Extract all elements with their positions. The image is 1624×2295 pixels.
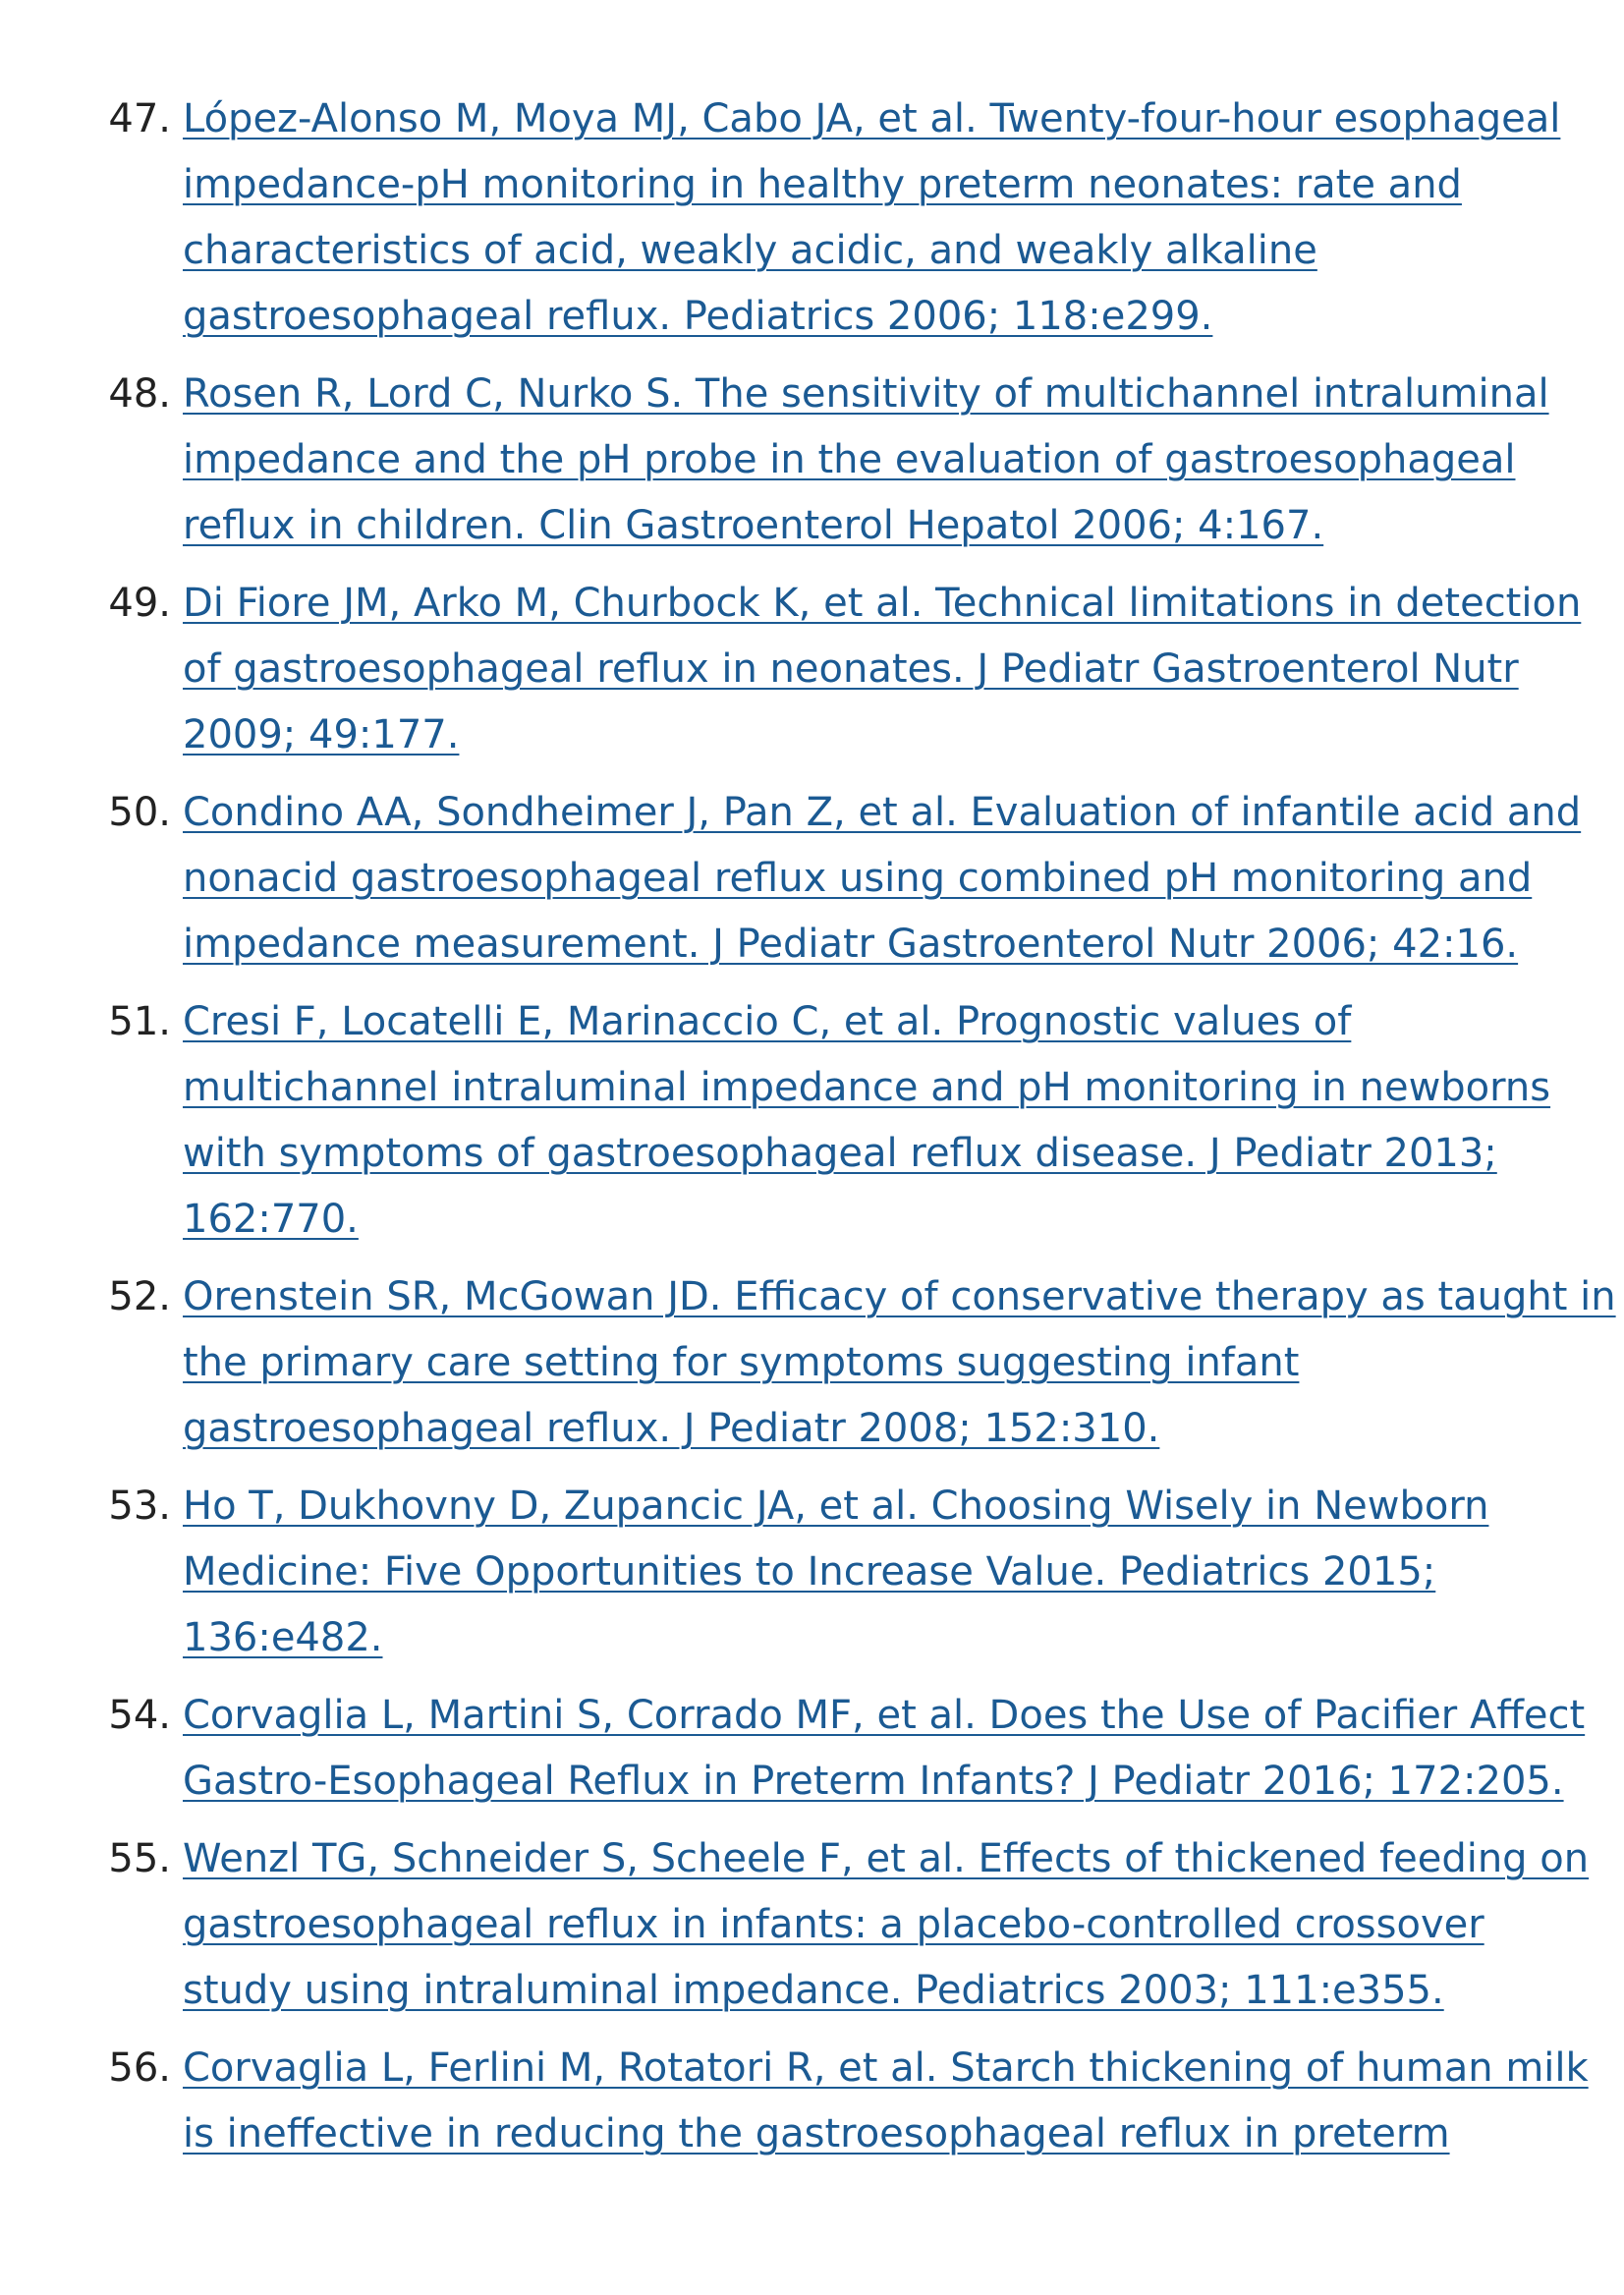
reference-item-55 [0,1826,1624,2024]
reference-item-49 [0,571,1624,768]
reference-link-52[interactable] [183,1264,1616,1462]
reference-text-line: 162:770. [183,1197,359,1242]
reference-text-line: Corvaglia L, Martini S, Corrado MF, et al. Does the Use of Pacifier Affect [183,1693,1586,1738]
reference-number: 47. [108,96,171,141]
reference-item-54 [0,1683,1624,1815]
reference-text-line: gastroesophageal reflux in infants: a placebo-controlled crossover [183,1902,1484,1947]
reference-number: 56. [108,2045,171,2091]
reference-item-53 [0,1474,1624,1671]
reference-item-50 [0,780,1624,978]
reference-text-line: López-Alonso M, Moya MJ, Cabo JA, et al. Twenty-four-hour esophageal [183,96,1561,141]
reference-number: 55. [108,1836,171,1881]
reference-text-line: is ineffective in reducing the gastroesophageal reflux in preterm [183,2111,1450,2156]
reference-link-47[interactable] [183,86,1565,350]
reference-item-52 [0,1264,1624,1462]
reference-text-line: Rosen R, Lord C, Nurko S. The sensitivity of multichannel intraluminal [183,371,1549,417]
reference-text-line: study using intraluminal impedance. Pediatrics 2003; 111:e355. [183,1968,1444,2013]
reference-text-line: Condino AA, Sondheimer J, Pan Z, et al. Evaluation of infantile acid and [183,790,1582,835]
reference-link-53[interactable] [183,1474,1565,1671]
reference-link-48[interactable] [183,362,1565,559]
reference-number: 53. [108,1483,171,1529]
reference-item-51 [0,989,1624,1253]
reference-number: 49. [108,581,171,626]
reference-text-line: reflux in children. Clin Gastroenterol Hepatol 2006; 4:167. [183,503,1324,548]
reference-link-55[interactable] [183,1826,1590,2024]
reference-list [0,86,1624,2179]
reference-text-line: impedance-pH monitoring in healthy preterm neonates: rate and [183,162,1462,207]
reference-link-49[interactable] [183,571,1582,768]
reference-text-line: gastroesophageal reflux. Pediatrics 2006; 118:e299. [183,294,1213,339]
reference-number: 54. [108,1693,171,1738]
reference-text-line: Orenstein SR, McGowan JD. Efficacy of conservative therapy as taught in [183,1274,1616,1319]
reference-link-54[interactable] [183,1683,1586,1815]
reference-text-line: gastroesophageal reflux. J Pediatr 2008; 152:310. [183,1406,1160,1451]
reference-link-51[interactable] [183,989,1565,1253]
reference-text-line: Gastro-Esophageal Reflux in Preterm Infants? J Pediatr 2016; 172:205. [183,1759,1564,1804]
reference-text-line: with symptoms of gastroesophageal reflux disease. J Pediatr 2013; [183,1131,1497,1176]
reference-text-line: characteristics of acid, weakly acidic, and weakly alkaline [183,228,1317,273]
reference-item-56 [0,2036,1624,2167]
reference-text-line: Medicine: Five Opportunities to Increase Value. Pediatrics 2015; [183,1549,1436,1595]
reference-link-50[interactable] [183,780,1582,978]
reference-text-line: Ho T, Dukhovny D, Zupancic JA, et al. Choosing Wisely in Newborn [183,1483,1489,1529]
reference-text-line: impedance measurement. J Pediatr Gastroenterol Nutr 2006; 42:16. [183,922,1519,967]
reference-number: 51. [108,999,171,1044]
reference-text-line: of gastroesophageal reflux in neonates. J Pediatr Gastroenterol Nutr [183,646,1519,692]
reference-item-48 [0,362,1624,559]
reference-number: 52. [108,1274,171,1319]
reference-number: 50. [108,790,171,835]
reference-text-line: Di Fiore JM, Arko M, Churbock K, et al. Technical limitations in detection [183,581,1582,626]
reference-number: 48. [108,371,171,417]
reference-item-47 [0,86,1624,350]
reference-text-line: 2009; 49:177. [183,712,460,757]
reference-text-line: the primary care setting for symptoms suggesting infant [183,1340,1300,1385]
reference-link-56[interactable] [183,2036,1589,2167]
reference-text-line: Wenzl TG, Schneider S, Scheele F, et al. Effects of thickened feeding on [183,1836,1590,1881]
reference-text-line: nonacid gastroesophageal reflux using combined pH monitoring and [183,856,1533,901]
reference-text-line: 136:e482. [183,1615,383,1660]
reference-text-line: Cresi F, Locatelli E, Marinaccio C, et al. Prognostic values of [183,999,1352,1044]
reference-text-line: Corvaglia L, Ferlini M, Rotatori R, et al. Starch thickening of human milk [183,2045,1589,2091]
reference-text-line: multichannel intraluminal impedance and pH monitoring in newborns [183,1065,1551,1110]
reference-text-line: impedance and the pH probe in the evaluation of gastroesophageal [183,437,1516,482]
